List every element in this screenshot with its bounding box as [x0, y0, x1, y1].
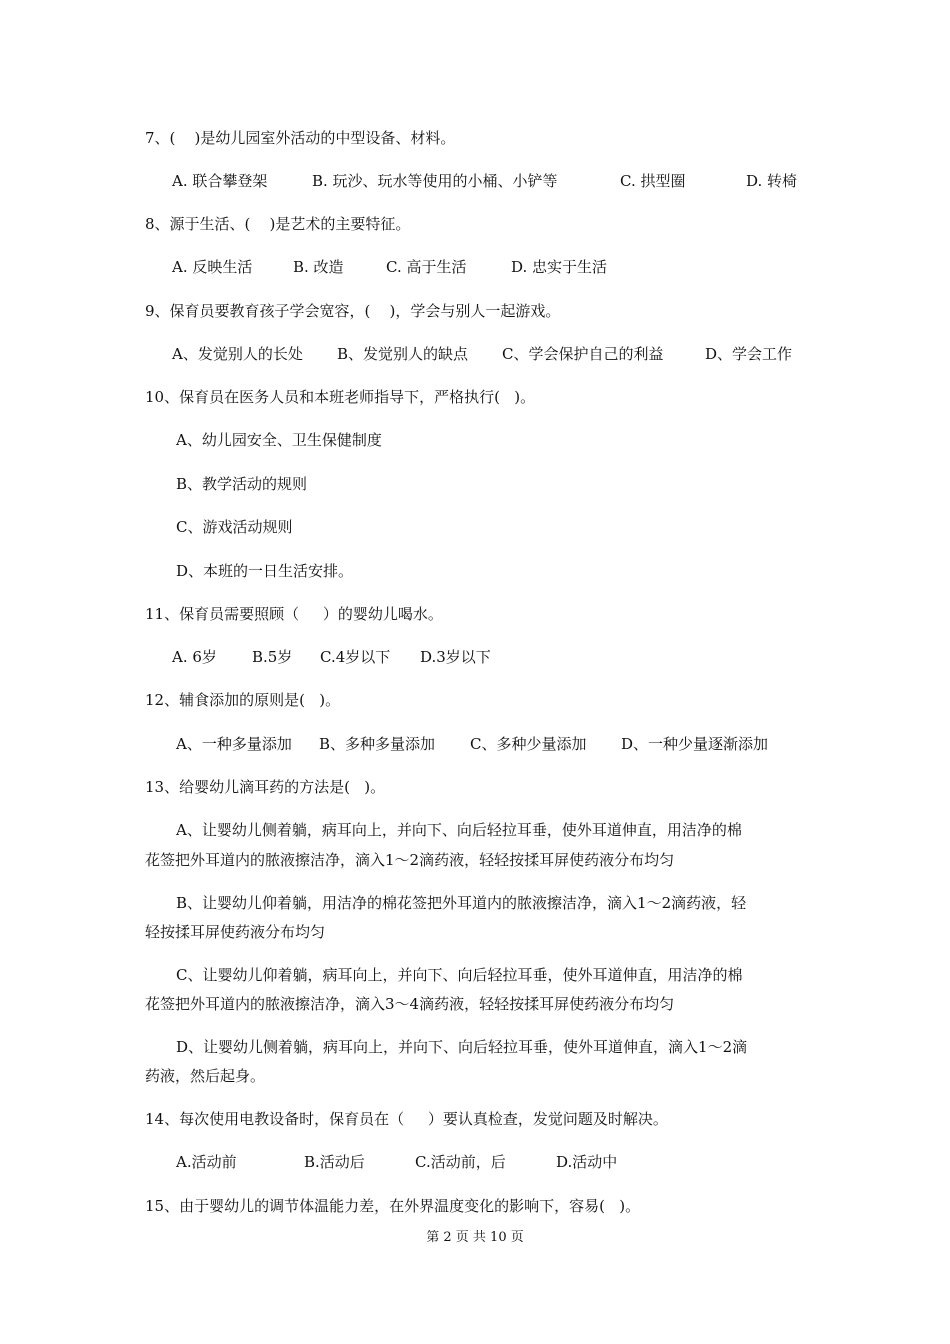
question-13-option-d-line-1: D、让婴幼儿侧着躺，病耳向上，并向下、向后轻拉耳垂，使外耳道伸直，滴入1～2滴	[176, 1038, 748, 1056]
question-12-option-a: A、一种多量添加	[176, 735, 292, 753]
question-13-stem: 13、给婴幼儿滴耳药的方法是( )。	[145, 778, 386, 796]
question-9-option-a: A、发觉别人的长处	[172, 345, 303, 363]
question-10-stem: 10、保育员在医务人员和本班老师指导下，严格执行( )。	[145, 388, 536, 406]
question-11-option-b: B.5岁	[252, 648, 293, 666]
question-13-option-c-line-2: 花签把外耳道内的脓液擦洁净，滴入3～4滴药液，轻轻按揉耳屏使药液分布均匀	[145, 995, 675, 1013]
question-14-stem: 14、每次使用电教设备时，保育员在（ ）要认真检查，发觉问题及时解决。	[145, 1110, 668, 1128]
page-number-footer: 第 2 页 共 10 页	[426, 1230, 524, 1245]
question-7-option-d: D. 转椅	[746, 172, 798, 190]
question-10-option-b: B、教学活动的规则	[176, 475, 308, 493]
question-7-option-c: C. 拱型圈	[620, 172, 686, 190]
question-9-option-c: C、学会保护自己的利益	[502, 345, 664, 363]
question-11-option-a: A. 6岁	[172, 648, 217, 666]
question-8-option-d: D. 忠实于生活	[511, 258, 608, 276]
question-15-stem: 15、由于婴幼儿的调节体温能力差，在外界温度变化的影响下，容易( )。	[145, 1197, 641, 1215]
question-14-option-d: D.活动中	[556, 1153, 618, 1171]
question-9-option-d: D、学会工作	[705, 345, 793, 363]
question-13-option-a-line-1: A、让婴幼儿侧着躺，病耳向上，并向下、向后轻拉耳垂，使外耳道伸直，用洁净的棉	[176, 821, 742, 839]
question-12-option-b: B、多种多量添加	[319, 735, 436, 753]
question-11-stem: 11、保育员需要照顾（ ）的婴幼儿喝水。	[145, 605, 443, 623]
question-13-option-c-line-1: C、让婴幼儿仰着躺，病耳向上，并向下、向后轻拉耳垂，使外耳道伸直，用洁净的棉	[176, 966, 743, 984]
question-13-option-a-line-2: 花签把外耳道内的脓液擦洁净，滴入1～2滴药液，轻轻按揉耳屏使药液分布均匀	[145, 851, 675, 869]
question-11-option-c: C.4岁以下	[320, 648, 391, 666]
question-8-option-b: B. 改造	[293, 258, 344, 276]
question-13-option-b-line-1: B、让婴幼儿仰着躺，用洁净的棉花签把外耳道内的脓液擦洁净，滴入1～2滴药液，轻	[176, 894, 747, 912]
question-7-stem: 7、( )是幼儿园室外活动的中型设备、材料。	[145, 129, 456, 147]
question-12-option-c: C、多种少量添加	[470, 735, 587, 753]
question-14-option-c: C.活动前，后	[415, 1153, 506, 1171]
question-14-option-b: B.活动后	[304, 1153, 365, 1171]
question-14-option-a: A.活动前	[176, 1153, 237, 1171]
question-9-option-b: B、发觉别人的缺点	[337, 345, 469, 363]
question-7-option-b: B. 玩沙、玩水等使用的小桶、小铲等	[312, 172, 558, 190]
question-9-stem: 9、保育员要教育孩子学会宽容，( )，学会与别人一起游戏。	[145, 302, 561, 320]
question-10-option-d: D、本班的一日生活安排。	[176, 562, 354, 580]
question-8-option-c: C. 高于生活	[386, 258, 467, 276]
question-10-option-c: C、游戏活动规则	[176, 518, 293, 536]
question-13-option-b-line-2: 轻按揉耳屏使药液分布均匀	[145, 923, 326, 941]
question-8-option-a: A. 反映生活	[172, 258, 253, 276]
question-10-option-a: A、幼儿园安全、卫生保健制度	[176, 431, 382, 449]
question-12-stem: 12、辅食添加的原则是( )。	[145, 691, 341, 709]
question-13-option-d-line-2: 药液，然后起身。	[145, 1067, 266, 1085]
question-8-stem: 8、源于生活、( )是艺术的主要特征。	[145, 215, 411, 233]
question-12-option-d: D、一种少量逐渐添加	[621, 735, 769, 753]
question-7-option-a: A. 联合攀登架	[172, 172, 268, 190]
question-11-option-d: D.3岁以下	[420, 648, 491, 666]
